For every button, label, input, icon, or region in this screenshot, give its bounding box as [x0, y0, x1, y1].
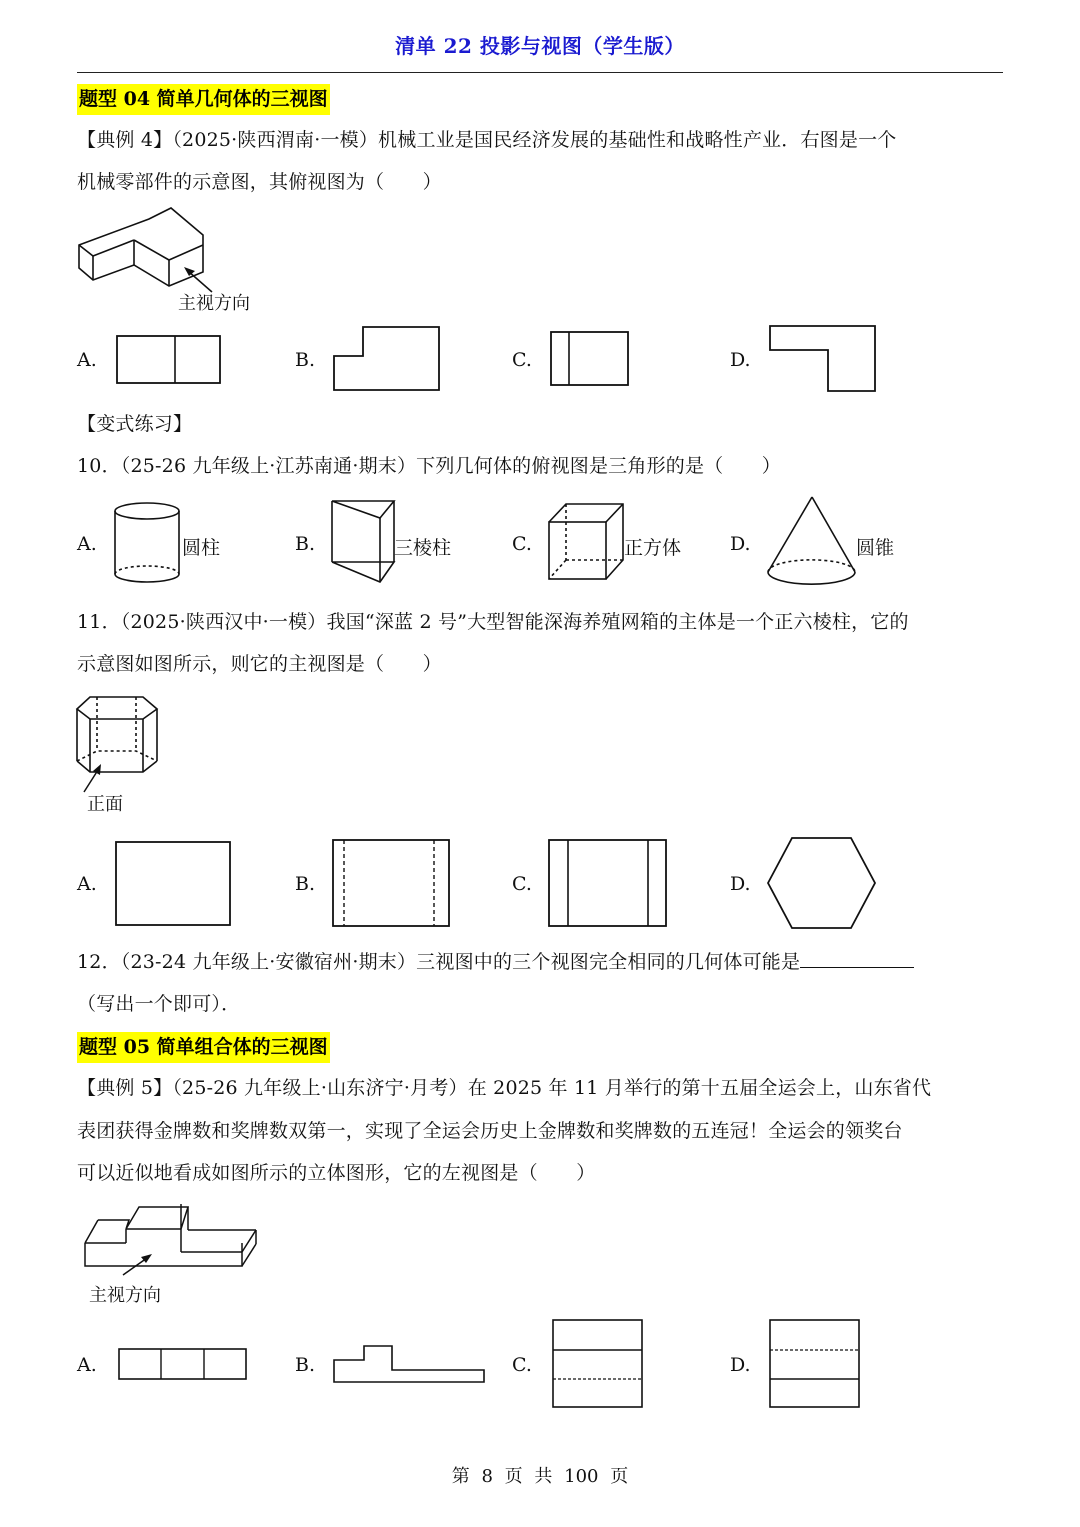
- example-5-option-c-label: C.: [512, 1354, 532, 1376]
- q11-option-c-figure: [548, 839, 668, 927]
- example-4-option-d-figure: [769, 325, 877, 393]
- q11-option-b-label: B.: [295, 873, 316, 895]
- q10-cone-icon: [766, 496, 858, 590]
- example-5-option-b-label: B.: [295, 1354, 316, 1376]
- example-5-option-a-label: A.: [77, 1354, 97, 1376]
- example-4-figure: [78, 208, 218, 290]
- example-4-option-b-label: B.: [295, 349, 316, 371]
- example-4-option-a-figure: [116, 335, 222, 385]
- example-4-option-b-figure: [333, 326, 441, 392]
- section-heading-04: 题型 04 简单几何体的三视图: [77, 84, 330, 115]
- example-4-option-d-label: D.: [730, 349, 751, 371]
- q10-option-a-name: 圆柱: [182, 537, 221, 559]
- question-10-text: 10．（25-26 九年级上·江苏南通·期末）下列几何体的俯视图是三角形的是（ ）: [77, 455, 781, 477]
- q10-option-b-name: 三棱柱: [394, 537, 452, 559]
- practice-heading: 【变式练习】: [77, 413, 193, 435]
- q10-option-c-name: 正方体: [624, 537, 682, 559]
- q11-option-c-label: C.: [512, 873, 532, 895]
- q10-option-d-label: D.: [730, 533, 751, 555]
- q11-option-a-label: A.: [77, 873, 97, 895]
- example-4-option-c-label: C.: [512, 349, 532, 371]
- q11-hexagonal-prism-figure: [76, 696, 162, 796]
- page-header-title: 清单 22 投影与视图（学生版）: [395, 34, 685, 58]
- q10-triangular-prism-icon: [331, 500, 397, 584]
- answer-blank[interactable]: [800, 947, 914, 968]
- question-11-text-line1: 11．（2025·陕西汉中·一模）我国“深蓝 2 号”大型智能深海养殖网箱的主体是一个正六棱柱，它的: [77, 611, 909, 633]
- example-4-text-line2: 机械零部件的示意图，其俯视图为（ ）: [77, 171, 442, 193]
- q11-option-a-figure: [115, 841, 232, 927]
- example-5-text-line1: 【典例 5】（25-26 九年级上·山东济宁·月考）在 2025 年 11 月举行的第十五届全运会上，山东省代: [77, 1077, 932, 1099]
- example-5-option-c-figure: [552, 1319, 644, 1409]
- example-5-figure-caption: 主视方向: [89, 1285, 161, 1306]
- q10-cube-icon: [548, 503, 624, 581]
- question-12-text-line2: （写出一个即可）．: [77, 993, 241, 1015]
- example-5-option-d-figure: [769, 1319, 861, 1409]
- example-5-option-d-label: D.: [730, 1354, 751, 1376]
- page-footer: 第 8 页 共 100 页: [451, 1466, 629, 1487]
- question-11-text-line2: 示意图如图所示，则它的主视图是（ ）: [77, 653, 442, 675]
- q11-option-b-figure: [332, 839, 451, 927]
- question-12-text: 12．（23-24 九年级上·安徽宿州·期末）三视图中的三个视图完全相同的几何体可能是: [77, 951, 801, 973]
- q10-option-b-label: B.: [295, 533, 316, 555]
- example-5-option-a-figure: [118, 1348, 248, 1382]
- q10-cylinder-icon: [114, 502, 182, 584]
- section-heading-05: 题型 05 简单组合体的三视图: [77, 1032, 330, 1063]
- example-5-option-b-figure: [333, 1345, 487, 1385]
- q10-option-c-label: C.: [512, 533, 532, 555]
- q11-figure-caption: 正面: [87, 794, 123, 815]
- example-4-option-c-figure: [550, 331, 630, 387]
- example-4-figure-caption: 主视方向: [178, 293, 250, 314]
- example-5-podium-figure: [84, 1203, 260, 1273]
- q11-option-d-hexagon-figure: [766, 836, 878, 930]
- question-12-text-line1: [77, 941, 1003, 983]
- example-4-text-line1: 【典例 4】（2025·陕西渭南·一模）机械工业是国民经济发展的基础性和战略性产业．右图是一个: [77, 129, 897, 151]
- example-5-text-line2: 表团获得金牌数和奖牌数双第一，实现了全运会历史上金牌数和奖牌数的五连冠！全运会的领奖台: [77, 1120, 903, 1142]
- q10-option-d-name: 圆锥: [856, 537, 895, 559]
- q11-option-d-label: D.: [730, 873, 751, 895]
- q10-option-a-label: A.: [77, 533, 97, 555]
- example-4-option-a-label: A.: [77, 349, 97, 371]
- header-divider: [77, 72, 1003, 73]
- example-5-text-line3: 可以近似地看成如图所示的立体图形，它的左视图是（ ）: [77, 1162, 596, 1184]
